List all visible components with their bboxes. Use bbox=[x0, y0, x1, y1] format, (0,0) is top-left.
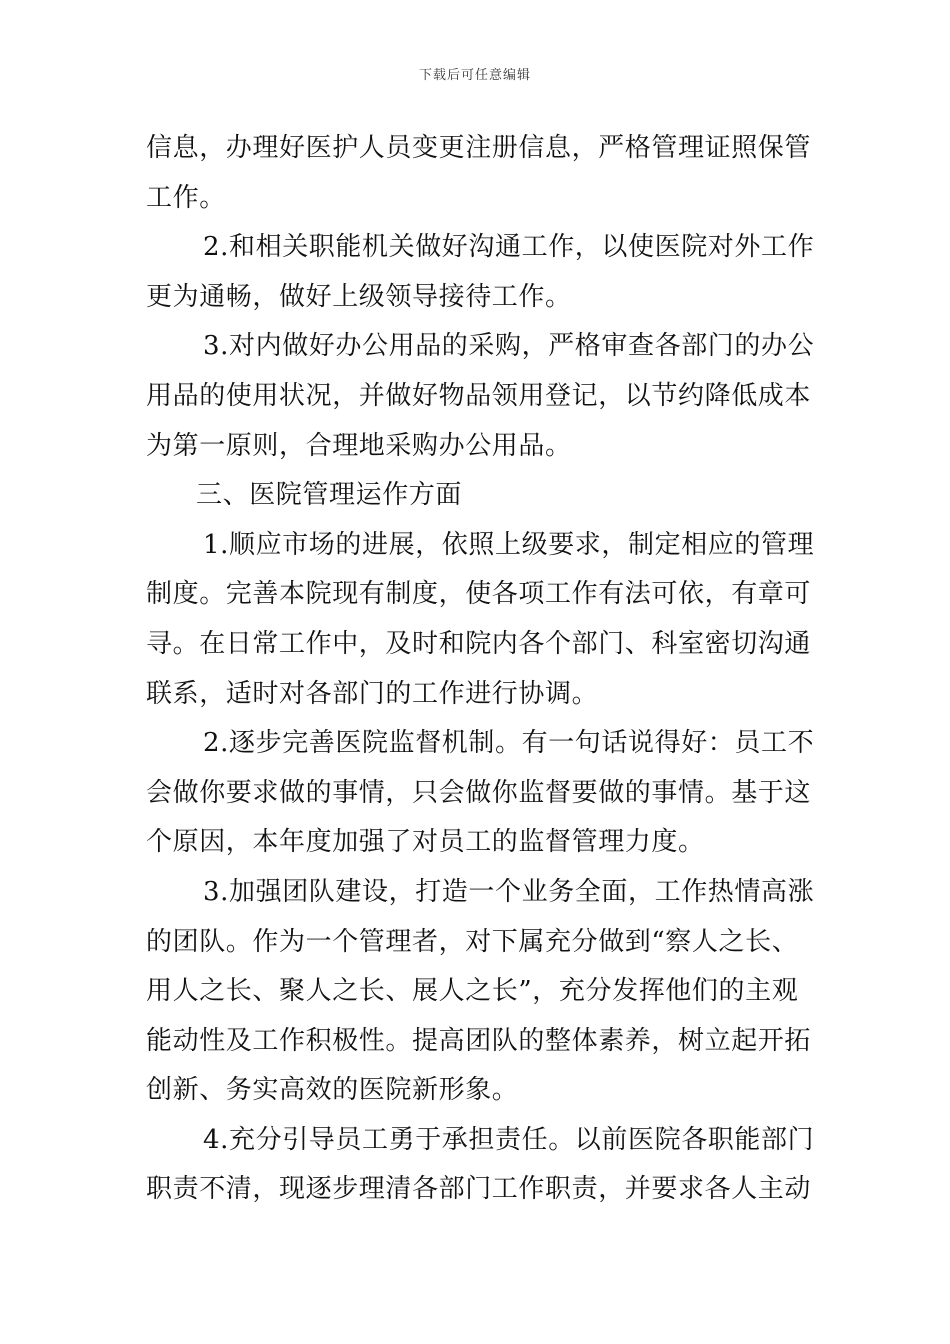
text-line: 能动性及工作积极性。提高团队的整体素养，树立起开拓 bbox=[146, 1025, 812, 1056]
text-line: 职责不清，现逐步理清各部门工作职责，并要求各人主动 bbox=[146, 1174, 812, 1205]
text-line: 的团队。作为一个管理者，对下属充分做到“察人之长、 bbox=[146, 926, 799, 957]
text-line: 4.充分引导员工勇于承担责任。以前医院各职能部门 bbox=[203, 1124, 815, 1155]
text-line: 信息，办理好医护人员变更注册信息，严格管理证照保管 bbox=[146, 133, 812, 163]
text-line: 2.逐步完善医院监督机制。有一句话说得好：员工不 bbox=[203, 728, 815, 759]
text-line: 创新、务实高效的医院新形象。 bbox=[146, 1075, 519, 1106]
text-line: 为第一原则，合理地采购办公用品。 bbox=[146, 430, 572, 461]
text-line: 更为通畅，做好上级领导接待工作。 bbox=[146, 281, 572, 312]
section-heading: 三、医院管理运作方面 bbox=[196, 480, 463, 511]
text-line: 3.对内做好办公用品的采购，严格审查各部门的办公 bbox=[203, 331, 815, 362]
text-line: 用人之长、聚人之长、展人之长”，充分发挥他们的主观 bbox=[146, 976, 799, 1007]
text-line: 个原因，本年度加强了对员工的监督管理力度。 bbox=[146, 827, 705, 858]
text-line: 联系，适时对各部门的工作进行协调。 bbox=[146, 678, 599, 709]
text-line: 制度。完善本院现有制度，使各项工作有法可依，有章可 bbox=[146, 579, 812, 610]
text-line: 工作。 bbox=[146, 182, 226, 213]
page-header: 下载后可任意编辑 bbox=[418, 68, 531, 83]
text-line: 会做你要求做的事情，只会做你监督要做的事情。基于这 bbox=[146, 777, 812, 808]
document-body bbox=[146, 124, 815, 1215]
text-line: 用品的使用状况，并做好物品领用登记，以节约降低成本 bbox=[146, 380, 812, 411]
text-line: 1.顺应市场的进展，依照上级要求，制定相应的管理 bbox=[203, 529, 815, 560]
text-line: 2.和相关职能机关做好沟通工作，以使医院对外工作 bbox=[203, 232, 815, 263]
text-line: 3.加强团队建设，打造一个业务全面，工作热情高涨 bbox=[203, 876, 815, 907]
text-line: 寻。在日常工作中，及时和院内各个部门、科室密切沟通 bbox=[146, 628, 812, 659]
